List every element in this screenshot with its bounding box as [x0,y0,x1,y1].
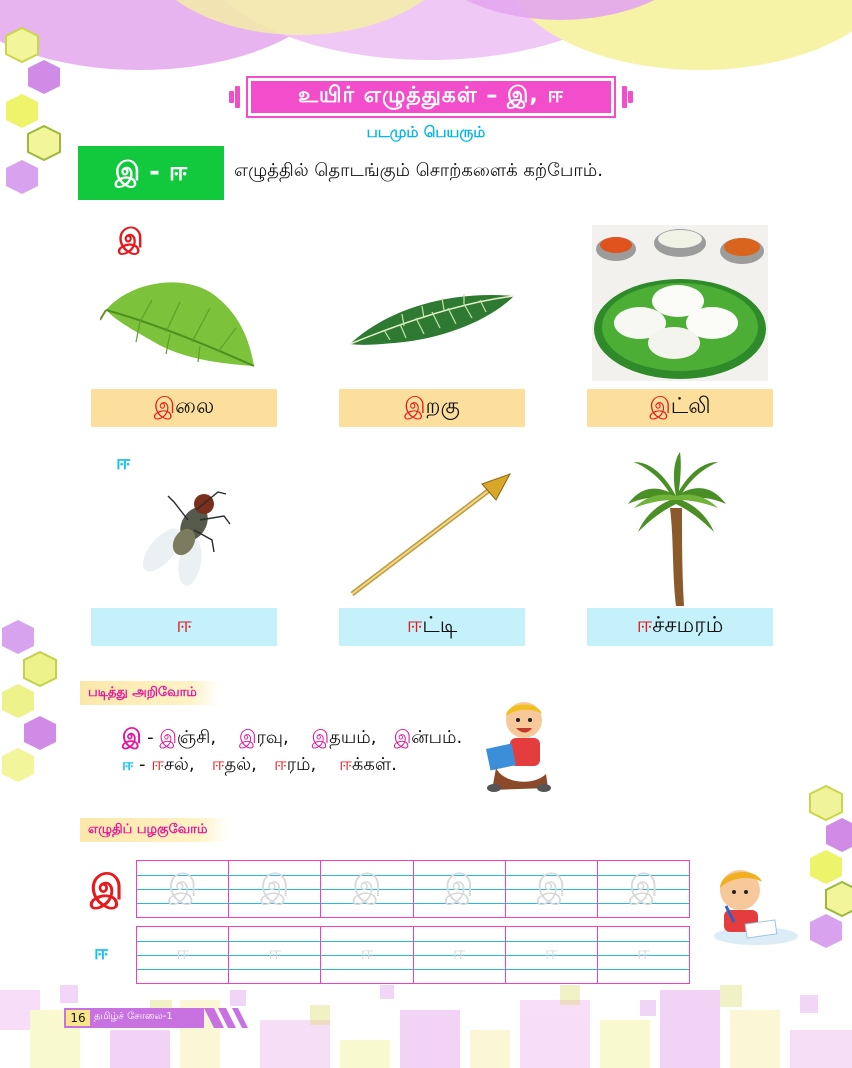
intro-text: எழுத்தில் தொடங்கும் சொற்களைக் கற்போம். [234,160,603,181]
word-first-letter: ஈ [211,754,225,775]
title-box [248,78,614,116]
tracing-guide-letter: ஈ [360,943,374,964]
word-rest: க்கள். [351,754,397,775]
row2-letter-marker: ஈ [116,450,131,474]
page-subtitle: படமும் பெயரும் [366,123,486,141]
word-first-letter: இ [238,727,257,748]
read-line-i [122,724,462,751]
read-line-letter: இ [122,724,142,748]
title-banner [226,78,636,116]
idli-plate-picture [592,225,768,381]
word-rest: ஞ்சி, [176,727,217,748]
word-first-letter: ஈ [636,613,653,638]
read-line-separator: - [141,727,160,748]
read-line-separator: - [133,754,152,775]
tracing-cell[interactable] [137,927,229,983]
tracing-guide-letter: இ [167,869,198,904]
word-rest: சல், [163,754,195,775]
tracing-cell[interactable] [506,927,598,983]
tracing-guide-letter: ஈ [268,943,282,964]
word-first-letter: இ [404,394,426,419]
write-section-label: எழுதிப் பழகுவோம் [80,818,229,842]
reading-boy-illustration [484,698,556,794]
word-first-letter: இ [649,394,671,419]
word-rest: ரம், [286,754,317,775]
book-title: தமிழ்ச் சோலை-1 [94,1011,173,1022]
word-rest: ட்டி [422,613,458,638]
letter-badge: இ - ஈ [78,146,224,200]
word-rest: தல், [224,754,257,775]
tracing-guide-letter: இ [536,869,566,904]
read-section-label: படித்து அறிவோம் [80,681,219,705]
word-first-letter: ஈ [339,754,352,775]
tracing-guide-letter: இ [260,869,290,904]
word-rest: தயம், [329,727,377,748]
read-line-ii [122,754,397,777]
word-box-eetti [339,608,525,646]
leaf-picture [100,272,260,372]
page-title: உயிர் எழுத்துகள் – இ, ஈ [298,83,564,108]
tracing-cell[interactable] [598,927,689,983]
title-banner-right-cap [618,82,636,112]
tracing-cell[interactable] [414,927,506,983]
read-line-letter: ஈ [122,755,134,774]
hexagon-cluster-right [810,786,852,948]
tracing-guide-letter: இ [352,869,382,904]
tracing-guide-letter: ஈ [637,943,650,964]
tracing-guide-letter: இ [628,869,659,904]
tracing-guide-letter: ஈ [544,943,558,964]
row1-letter-marker: இ [118,224,144,254]
practice-letter-i: இ [90,868,124,908]
spear-picture [346,470,516,600]
practice-letter-ii: ஈ [94,940,109,964]
word-first-letter: ஈ [274,754,287,775]
page-footer [64,1008,244,1028]
tracing-grid-ii[interactable] [136,926,690,984]
feather-picture [344,282,520,352]
word-rest: ன்பம். [411,727,463,748]
hexagon-cluster-mid-left [2,620,56,782]
word-first-letter: ஈ [406,613,423,638]
word-rest: ச்சமரம் [652,613,724,638]
word-first-letter: ஈ [151,754,164,775]
word-box-iragu [339,389,525,427]
tracing-guide-letter: ஈ [452,943,466,964]
word-box-ee [91,608,277,646]
tracing-cell[interactable] [321,927,413,983]
word-box-ilai [91,389,277,427]
tracing-guide-letter: இ [444,869,474,904]
tracing-cell[interactable] [414,861,506,917]
word-rest: லை [175,394,215,419]
writing-child-illustration [704,862,800,946]
word-box-eechamaram [587,608,773,646]
word-first-letter: இ [159,727,177,748]
tracing-cell[interactable] [598,861,689,917]
tracing-cell[interactable] [229,927,321,983]
housefly-picture [134,480,234,594]
tracing-cell[interactable] [506,861,598,917]
tracing-cell[interactable] [321,861,413,917]
tracing-cell[interactable] [137,861,229,917]
word-first-letter: ஈ [176,613,192,638]
word-rest: ட்லி [670,394,711,419]
tracing-guide-letter: ஈ [176,943,189,964]
word-rest: றகு [425,394,460,419]
page-number: 16 [66,1010,90,1026]
tracing-grid-i[interactable] [136,860,690,918]
word-first-letter: இ [153,394,176,419]
tracing-cell[interactable] [229,861,321,917]
title-banner-left-cap [226,82,244,112]
footer-stripes [204,1008,260,1028]
date-palm-tree-picture [624,452,728,608]
word-rest: ரவு, [256,727,289,748]
word-box-idli [587,389,773,427]
word-first-letter: இ [393,727,412,748]
word-first-letter: இ [311,727,330,748]
